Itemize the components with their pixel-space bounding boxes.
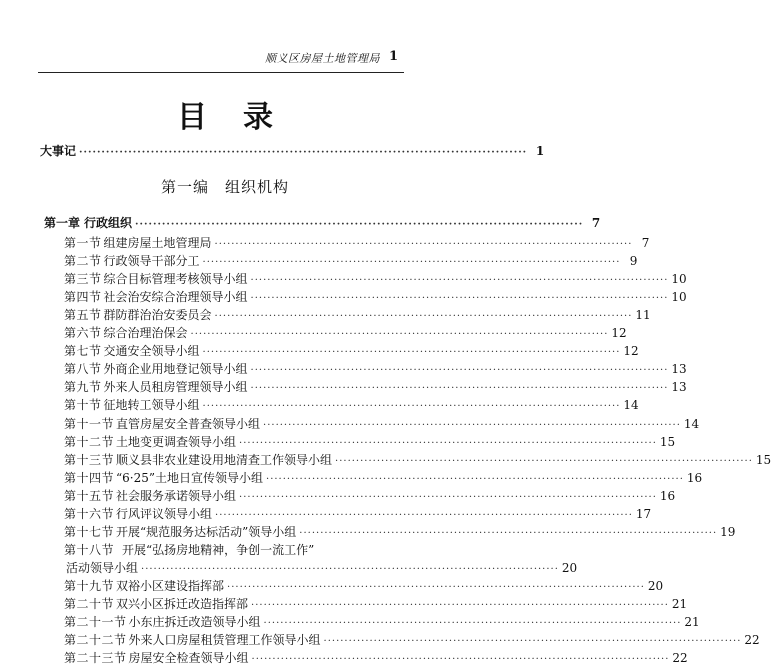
toc-entry-section[interactable]	[64, 433, 676, 451]
toc-entry-section[interactable]	[64, 505, 652, 523]
section-title: 开展“弘扬房地精神，争创一流工作”	[122, 542, 315, 557]
dot-leader: ····································································································	[214, 311, 633, 323]
section-number: 第九节	[64, 380, 102, 395]
toc-entry-section[interactable]	[64, 631, 760, 649]
dot-leader: ····································································································	[299, 527, 718, 539]
section-title: 双裕小区建设指挥部	[116, 578, 225, 593]
dot-leader: ····································································································	[202, 257, 621, 269]
toc-entry-section[interactable]	[64, 469, 703, 487]
section-number: 第五节	[64, 308, 102, 323]
section-number: 第十节	[64, 398, 102, 413]
toc-entry-section[interactable]	[64, 252, 638, 270]
section-number: 第三节	[64, 272, 102, 287]
section-title: 双兴小区拆迁改造指挥部	[116, 597, 249, 611]
toc-entry-section[interactable]	[64, 559, 578, 577]
dot-leader: ····································································································	[266, 473, 684, 485]
toc-entry-page: 1	[535, 144, 545, 158]
section-number: 第四节	[64, 290, 102, 305]
section-page: 21	[684, 615, 700, 630]
section-page: 17	[635, 506, 652, 521]
part-title: 第一编 组织机构	[160, 178, 289, 196]
section-number: 第十八节	[64, 542, 115, 557]
toc-entry-section[interactable]	[64, 487, 676, 505]
section-number: 第一节	[64, 236, 102, 250]
dot-leader: ····································································································	[323, 636, 742, 648]
section-title: 行政领导干部分工	[103, 254, 200, 269]
dot-leader: ····································································································	[250, 275, 669, 287]
section-title: 群防群治治安委员会	[103, 308, 212, 323]
section-page: 12	[611, 326, 627, 341]
toc-entry-section[interactable]	[64, 613, 700, 631]
running-header-title: 顺义区房屋土地管理局	[265, 52, 380, 65]
section-number: 第十六节	[64, 506, 115, 521]
toc-entry-section[interactable]	[64, 577, 664, 595]
section-page: 22	[672, 651, 688, 666]
section-title: “6·25”土地日宣传领导小组	[116, 470, 264, 485]
section-number: 第二十三节	[64, 651, 127, 666]
running-header	[0, 48, 450, 70]
dot-leader: ····································································································	[135, 219, 584, 230]
header-rule	[38, 72, 404, 73]
dot-leader: ····································································································	[263, 419, 681, 431]
dot-leader: ····································································································	[227, 581, 645, 593]
dot-leader: ····································································································	[202, 347, 621, 359]
dot-leader: ····································································································	[250, 293, 669, 305]
section-title: 土地变更调查领导小组	[116, 434, 237, 449]
section-number: 第十七节	[64, 524, 115, 539]
section-title: 社会治安综合治理领导小组	[103, 290, 248, 305]
dot-leader: ····································································································	[215, 509, 633, 521]
section-title: 房屋安全检查领导小组	[128, 651, 249, 666]
dot-leader: ····································································································	[250, 383, 669, 395]
section-page: 16	[686, 470, 703, 485]
section-title: 外来人员租房管理领导小组	[103, 380, 248, 395]
toc-entry-section[interactable]	[64, 324, 627, 342]
dot-leader: ····································································································	[250, 365, 669, 377]
toc-entry-chapter[interactable]	[44, 214, 601, 232]
section-title: 顺义县非农业建设用地清查工作领导小组	[116, 452, 333, 467]
dot-leader: ····································································································	[141, 563, 559, 575]
section-title: 外商企业用地登记领导小组	[103, 362, 248, 377]
dot-leader: ····································································································	[239, 491, 657, 503]
toc-entry-section[interactable]	[64, 288, 687, 306]
section-title: 组建房屋土地管理局	[103, 236, 212, 250]
running-header-page-number: 1	[388, 49, 398, 64]
dot-leader: ····································································································	[190, 329, 609, 341]
section-number: 第六节	[64, 326, 102, 341]
toc-entry-section[interactable]	[64, 649, 688, 667]
dot-leader: ····································································································	[239, 437, 657, 449]
section-page: 7	[641, 236, 650, 250]
chapter-page: 7	[591, 216, 601, 230]
section-number: 第十四节	[64, 470, 115, 485]
section-page: 19	[720, 524, 736, 539]
toc-entry-section[interactable]	[64, 306, 651, 324]
section-page: 13	[671, 362, 687, 377]
section-title: 行风评议领导小组	[116, 506, 213, 521]
section-title: 小东庄拆迁改造领导小组	[128, 615, 261, 630]
section-page: 10	[671, 272, 687, 287]
section-number: 第七节	[64, 344, 102, 359]
section-number: 第十一节	[64, 416, 115, 431]
section-title: 综合目标管理考核领导小组	[103, 272, 248, 287]
toc-entry-section[interactable]	[64, 415, 700, 433]
dot-leader: ····································································································	[202, 401, 621, 413]
section-number: 第二十一节	[64, 615, 127, 630]
section-number: 第二十二节	[64, 633, 127, 648]
dot-leader: ····································································································	[251, 654, 670, 666]
toc-entry-section[interactable]	[64, 360, 687, 378]
toc-entry-frontmatter[interactable]	[40, 142, 545, 160]
dot-leader: ····································································································	[79, 147, 528, 158]
section-page: 16	[659, 488, 676, 503]
section-page: 22	[744, 633, 760, 648]
section-page: 20	[561, 560, 578, 575]
toc-entry-title: 大事记	[40, 144, 77, 158]
section-number: 第八节	[64, 362, 102, 377]
section-page: 14	[683, 416, 700, 431]
section-page: 13	[671, 380, 687, 395]
section-title: 综合治理治保会	[103, 326, 188, 341]
toc-title: 目录	[177, 100, 309, 135]
section-title: 外来人口房屋租赁管理工作领导小组	[128, 633, 321, 648]
section-page: 9	[629, 254, 638, 269]
section-title: 直管房屋安全普查领导小组	[116, 416, 261, 431]
section-title: 社会服务承诺领导小组	[116, 488, 237, 503]
section-page: 15	[659, 434, 676, 449]
dot-leader: ····································································································	[335, 455, 753, 467]
section-page: 20	[647, 578, 664, 593]
dot-leader: ····································································································	[214, 239, 633, 250]
section-number: 第十五节	[64, 488, 115, 503]
toc-entry-section[interactable]	[64, 523, 736, 541]
toc-entry-section[interactable]	[64, 541, 410, 559]
section-title: 开展“规范服务达标活动”领导小组	[116, 524, 297, 539]
section-page: 21	[671, 597, 688, 611]
section-page: 10	[671, 290, 687, 305]
toc-entry-section[interactable]	[64, 595, 688, 613]
toc-entry-section[interactable]	[64, 234, 650, 252]
section-number: 第二十节	[64, 597, 115, 611]
chapter-number: 第一章	[44, 216, 81, 230]
section-number: 第十三节	[64, 452, 115, 467]
toc-entry-section[interactable]	[64, 378, 687, 396]
toc-entry-section[interactable]	[64, 270, 687, 288]
dot-leader: ····································································································	[263, 618, 682, 630]
toc-entry-section[interactable]	[64, 342, 639, 360]
toc-entry-section[interactable]	[64, 396, 639, 414]
dot-leader: ····································································································	[251, 600, 669, 611]
section-number: 第二节	[64, 254, 102, 269]
toc-entry-section[interactable]	[64, 451, 771, 469]
section-page: 12	[623, 344, 639, 359]
section-title: 活动领导小组	[66, 560, 139, 575]
section-title: 征地转工领导小组	[103, 398, 200, 413]
section-page: 11	[635, 308, 651, 323]
section-page: 14	[623, 398, 639, 413]
section-page: 15	[755, 452, 771, 467]
section-number: 第十九节	[64, 578, 115, 593]
section-title: 交通安全领导小组	[103, 344, 200, 359]
section-number: 第十二节	[64, 434, 115, 449]
chapter-title: 行政组织	[84, 216, 133, 230]
